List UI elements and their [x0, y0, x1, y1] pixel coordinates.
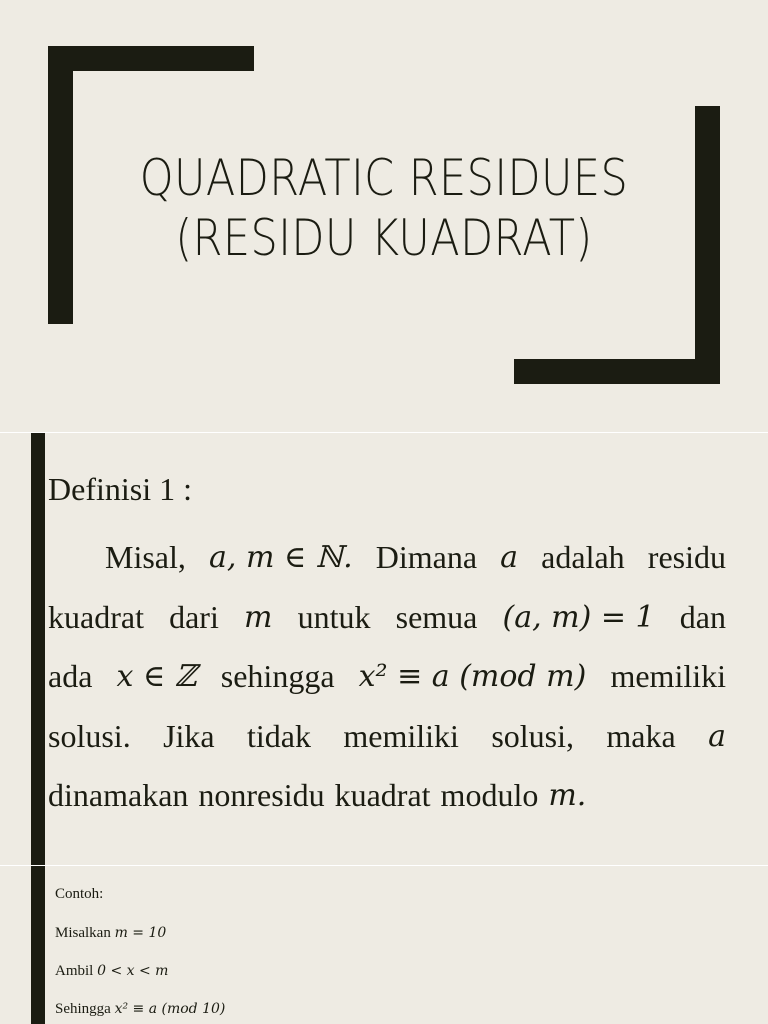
word: tidak: [247, 717, 311, 754]
word: memiliki: [610, 658, 726, 694]
definition-heading: Definisi 1 :: [48, 471, 192, 507]
word: Misal,: [105, 539, 186, 575]
left-accent-bar: [31, 433, 45, 865]
word: kuadrat: [48, 598, 144, 635]
math-expression: m: [243, 599, 273, 635]
frame-corner-top-left: [48, 46, 73, 324]
frame-corner-top-left-horizontal: [48, 46, 254, 71]
word: solusi.: [48, 717, 131, 754]
math-expression: (a, m) = 1: [502, 599, 655, 635]
definition-body: [48, 528, 726, 826]
word: dan: [679, 598, 726, 635]
math-expression: x ∈ ℤ: [116, 659, 197, 694]
word: sehingga: [220, 658, 335, 694]
frame-corner-bottom-right-horizontal: [514, 359, 720, 384]
definition-line-1: [48, 528, 726, 588]
example-line-2: [55, 963, 168, 980]
frame-corner-bottom-right: [695, 106, 720, 384]
word: Ambil: [55, 963, 94, 979]
word: residu: [647, 539, 726, 575]
math-expression: a: [708, 718, 726, 754]
definition-line-2: [48, 588, 726, 648]
word: ada: [48, 658, 93, 694]
word: untuk: [297, 598, 371, 635]
left-accent-bar: [31, 866, 45, 1024]
slide-title: [105, 148, 662, 268]
word: Jika: [163, 717, 215, 754]
math-expression: x² ≡ a (mod 10): [114, 1001, 226, 1017]
title-line-1: QUADRATIC RESIDUES: [139, 149, 629, 207]
definition-line-4: [48, 707, 726, 767]
definition-line-3: [48, 647, 726, 707]
word: semua: [395, 598, 478, 635]
word: memiliki: [343, 717, 459, 754]
example-line-1: [55, 925, 166, 942]
math-expression: 0 < x < m: [97, 963, 169, 979]
word: kuadrat: [334, 777, 431, 813]
math-expression: m = 10: [114, 925, 167, 941]
word: Sehingga: [55, 1001, 111, 1017]
word: Misalkan: [55, 925, 111, 941]
example-line-3: [55, 1001, 225, 1018]
word: nonresidu: [198, 777, 325, 813]
example-label: Contoh:: [55, 886, 104, 902]
word: Dimana: [375, 539, 478, 575]
title-slide: [0, 0, 768, 432]
word: adalah: [541, 539, 625, 575]
definition-line-5: [48, 766, 726, 826]
word: dinamakan: [48, 777, 189, 813]
word: modulo: [440, 777, 539, 813]
math-expression: x² ≡ a (mod m): [358, 659, 587, 694]
math-expression: a: [500, 540, 519, 575]
word: dari: [169, 598, 219, 635]
math-expression: a, m ∈ ℕ.: [209, 540, 353, 575]
word: solusi,: [491, 717, 575, 754]
example-slide: [0, 866, 768, 1024]
word: maka: [606, 717, 676, 754]
definition-slide: [0, 433, 768, 865]
title-line-2: (RESIDU KUADRAT): [175, 209, 593, 267]
math-expression: m.: [548, 778, 587, 813]
